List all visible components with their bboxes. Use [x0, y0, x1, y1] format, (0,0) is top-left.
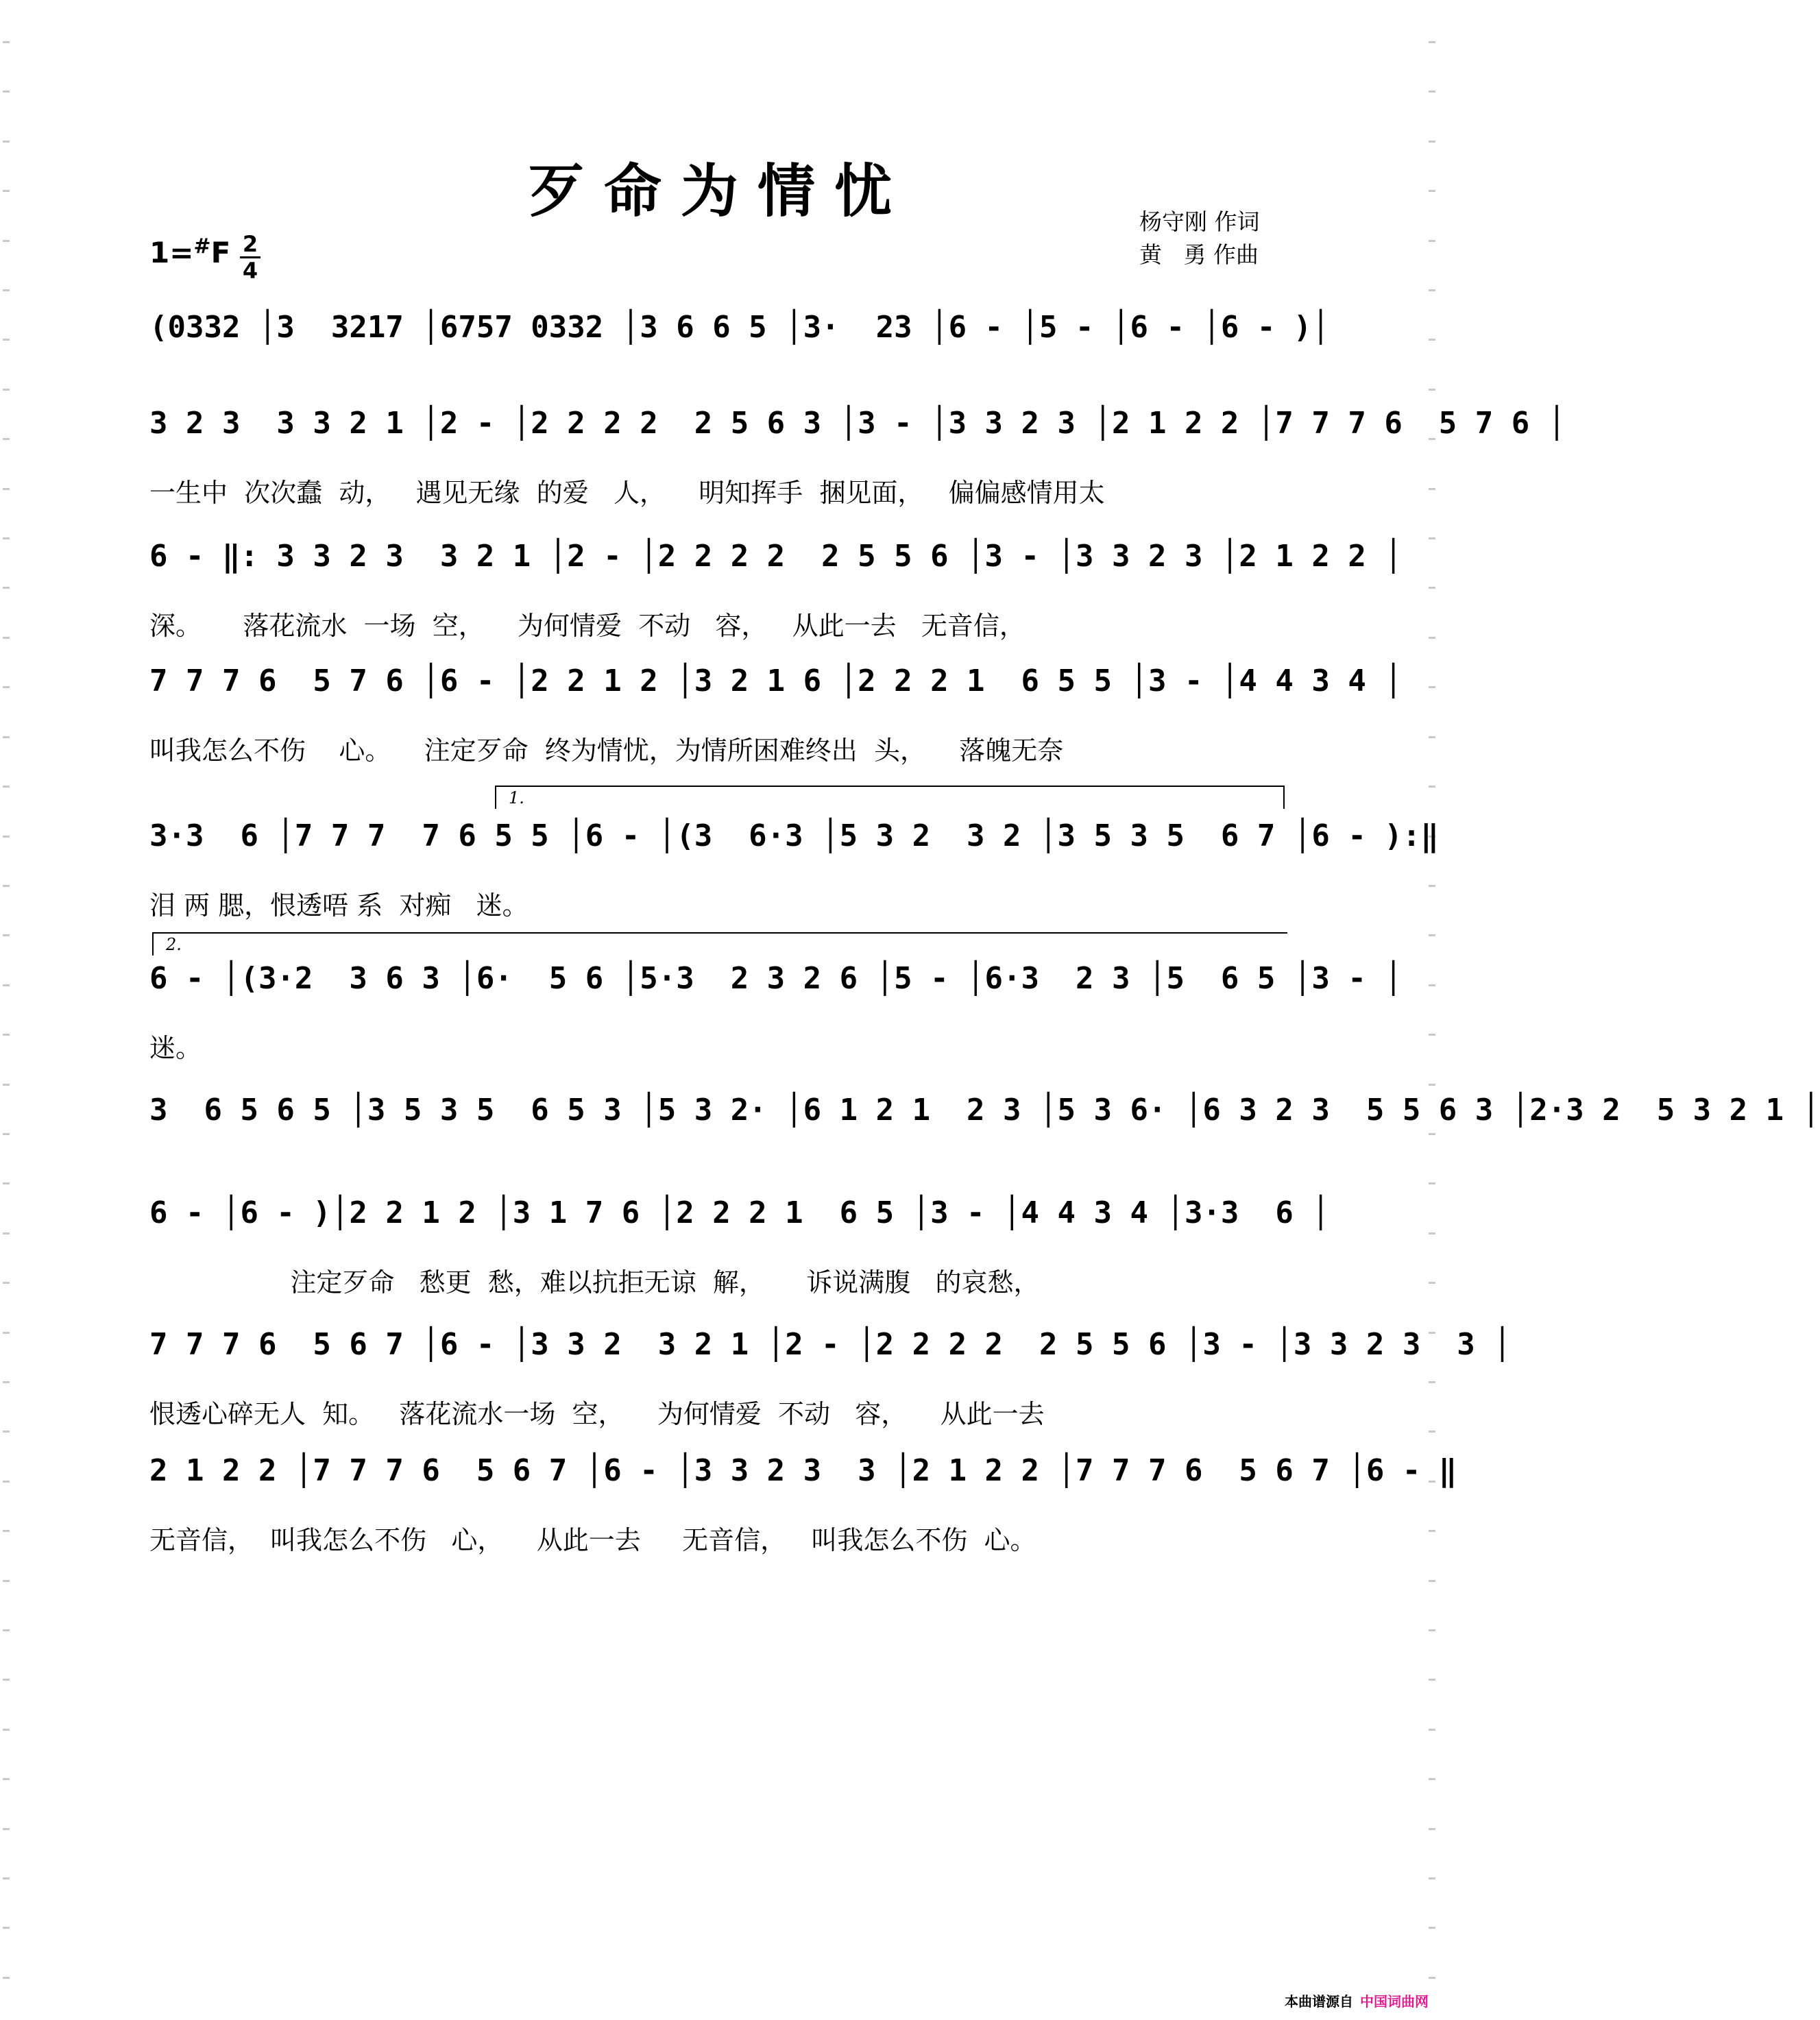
footer-source — [1285, 1991, 1429, 2010]
score-line-8 — [149, 1195, 1330, 1298]
notation: 6 - │6 - )│2 2 1 2 │3 1 7 6 │2 2 2 1 6 5 │3 - │4 4 3 4 │3·3 6 │ — [149, 1195, 1330, 1230]
lyrics: 恨透心碎无人 知。 落花流水一场 空， 为何情爱 不动 容， 从此一去 — [149, 1399, 1045, 1429]
score-line-1 — [149, 310, 1330, 385]
lyrics: 迷。 — [149, 1033, 202, 1063]
source-label: 本曲谱源自 — [1285, 1993, 1353, 2010]
notation: (0332 │3 3217 │6757 0332 │3 6 6 5 │3· 23 │6 - │5 - │6 - │6 - )│ — [149, 310, 1330, 345]
lyrics: 深。 落花流水 一场 空， 为何情爱 不动 容， 从此一去 无音信， — [149, 611, 1026, 641]
lyrics: 泪 两 腮，恨透唔 系 对痴 迷。 — [149, 890, 529, 921]
right-margin-marks — [1429, 41, 1435, 1979]
volta-bracket-2 — [152, 932, 1287, 956]
time-signature — [240, 233, 260, 282]
score-line-3 — [149, 539, 1403, 641]
volta-bracket-1 — [495, 786, 1285, 809]
lyrics: 叫我怎么不伤 心。 注定歹命 终为情忧，为情所困难终出 头， 落魄无奈 — [149, 735, 1064, 766]
notation: 7 7 7 6 5 6 7 │6 - │3 3 2 3 2 1 │2 - │2 2 2 2 2 5 5 6 │3 - │3 3 2 3 3 │ — [149, 1327, 1512, 1362]
brand-link[interactable]: 中国词曲网 — [1360, 1993, 1429, 2010]
notation: 6 - │(3·2 3 6 3 │6· 5 6 │5·3 2 3 2 6 │5 - │6·3 2 3 │5 6 5 │3 - │ — [149, 961, 1403, 996]
key-note: F — [210, 236, 231, 269]
key-signature — [149, 234, 230, 269]
time-denominator: 4 — [242, 258, 258, 284]
notation: 3 6 5 6 5 │3 5 3 5 6 5 3 │5 3 2· │6 1 2 1 2 3 │5 3 6· │6 3 2 3 5 5 6 3 │2·3 2 5 3 2 1 │ — [149, 1093, 1820, 1128]
score-line-9 — [149, 1327, 1512, 1429]
song-title: 歹命为情忧 — [526, 157, 911, 225]
lyrics: 无音信， 叫我怎么不伤 心， 从此一去 无音信， 叫我怎么不伤 心。 — [149, 1525, 1036, 1555]
score-line-10 — [149, 1453, 1457, 1555]
notation: 2 1 2 2 │7 7 7 6 5 6 7 │6 - │3 3 2 3 3 │2 1 2 2 │7 7 7 6 5 6 7 │6 - ‖ — [149, 1453, 1457, 1488]
score-line-4 — [149, 664, 1403, 766]
credits — [1139, 206, 1260, 271]
volta-label-2: 2. — [166, 935, 182, 954]
lyrics: 一生中 次次蠢 动， 遇见无缘 的爱 人， 明知挥手 捆见面， 偏偏感情用太 — [149, 478, 1105, 508]
time-numerator: 2 — [242, 231, 258, 257]
lyricist-credit: 杨守刚 作词 — [1139, 208, 1260, 235]
notation: 7 7 7 6 5 7 6 │6 - │2 2 1 2 │3 2 1 6 │2 2 2 1 6 5 5 │3 - │4 4 3 4 │ — [149, 664, 1403, 698]
notation: 3 2 3 3 3 2 1 │2 - │2 2 2 2 2 5 6 3 │3 - │3 3 2 3 │2 1 2 2 │7 7 7 6 5 7 6 │ — [149, 406, 1566, 441]
composer-credit: 黄 勇 作曲 — [1139, 241, 1259, 268]
score-line-6 — [149, 961, 1403, 1063]
sharp-symbol: # — [193, 234, 211, 258]
score-line-5 — [149, 818, 1439, 921]
lyrics: 注定歹命 愁更 愁，难以抗拒无谅 解， 诉说满腹 的哀愁， — [149, 1267, 1040, 1298]
left-margin-marks — [3, 41, 10, 1979]
notation: 6 - ‖: 3 3 2 3 3 2 1 │2 - │2 2 2 2 2 5 5 6 │3 - │3 3 2 3 │2 1 2 2 │ — [149, 539, 1403, 574]
key-prefix: 1= — [149, 236, 194, 269]
score-line-7 — [149, 1093, 1820, 1168]
notation: 3·3 6 │7 7 7 7 6 5 5 │6 - │(3 6·3 │5 3 2 3 2 │3 5 3 5 6 7 │6 - ):‖ — [149, 818, 1439, 853]
score-line-2 — [149, 406, 1566, 508]
volta-label-1: 1. — [509, 788, 524, 807]
